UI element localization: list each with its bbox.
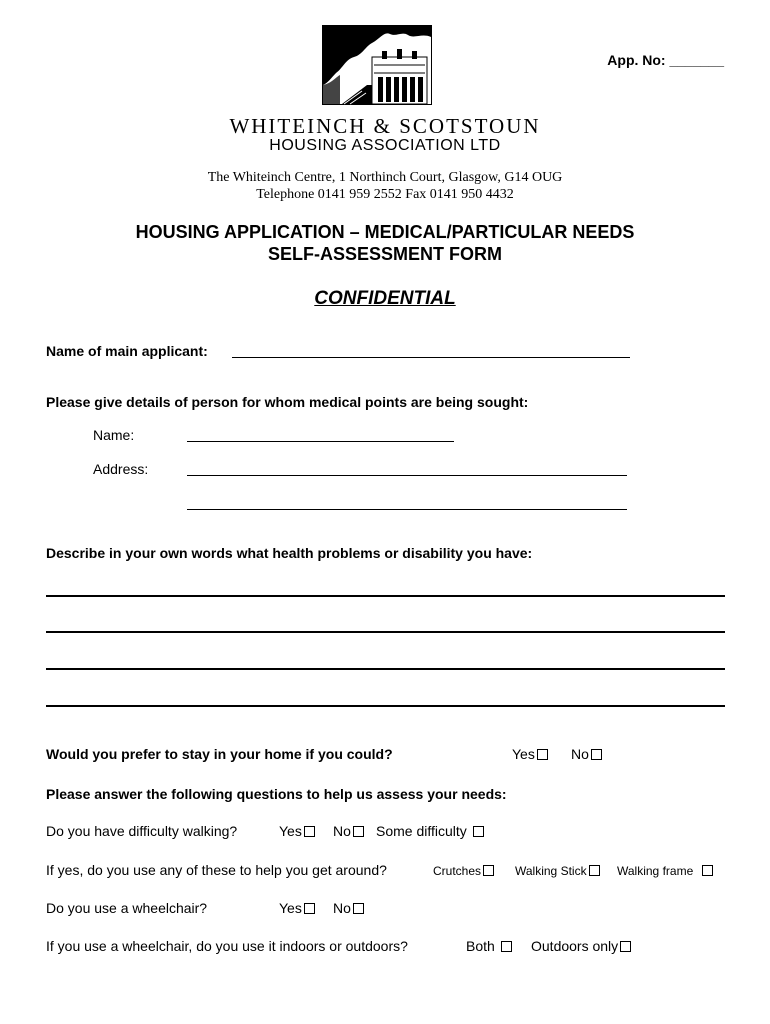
outdoors-only-checkbox[interactable] bbox=[620, 941, 631, 952]
yes-label: Yes bbox=[279, 900, 302, 916]
wheelchair-where-question: If you use a wheelchair, do you use it indoors or outdoors? bbox=[46, 938, 408, 954]
walking-some-difficulty-checkbox[interactable] bbox=[473, 826, 484, 837]
confidential-heading: CONFIDENTIAL bbox=[314, 288, 456, 309]
address-field-line2[interactable] bbox=[187, 495, 627, 510]
walking-frame-checkbox[interactable] bbox=[702, 865, 713, 876]
walking-question: Do you have difficulty walking? bbox=[46, 823, 238, 839]
telephone-line: Telephone 0141 959 2552 Fax 0141 950 4432 bbox=[256, 187, 514, 202]
answer-heading: Please answer the following questions to help us assess your needs: bbox=[46, 786, 507, 802]
yes-label: Yes bbox=[512, 746, 535, 762]
crutches-checkbox[interactable] bbox=[483, 865, 494, 876]
walking-stick-checkbox[interactable] bbox=[589, 865, 600, 876]
housing-association-logo bbox=[322, 25, 432, 105]
walking-stick-option[interactable] bbox=[515, 864, 600, 878]
stay-question: Would you prefer to stay in your home if you could? bbox=[46, 746, 393, 762]
get-around-question: If yes, do you use any of these to help you get around? bbox=[46, 862, 387, 878]
address-line: The Whiteinch Centre, 1 Northinch Court, Glasgow, G14 OUG bbox=[207, 170, 563, 185]
health-problems-line-3[interactable] bbox=[46, 668, 725, 670]
name-field[interactable] bbox=[187, 427, 454, 442]
wheelchair-yes-option[interactable] bbox=[279, 900, 315, 916]
wheelchair-no-checkbox[interactable] bbox=[353, 903, 364, 914]
walking-no-option[interactable] bbox=[333, 823, 364, 839]
walking-yes-checkbox[interactable] bbox=[304, 826, 315, 837]
stay-no-checkbox[interactable] bbox=[591, 749, 602, 760]
form-title-line2: SELF-ASSESSMENT FORM bbox=[267, 244, 502, 264]
walking-yes-option[interactable] bbox=[279, 823, 315, 839]
no-label: No bbox=[571, 746, 589, 762]
no-label: No bbox=[333, 900, 351, 916]
walking-frame-label: Walking frame bbox=[617, 864, 694, 878]
stay-no-option[interactable] bbox=[571, 746, 602, 762]
walking-stick-label: Walking Stick bbox=[515, 864, 587, 878]
address-label: Address: bbox=[93, 461, 149, 477]
health-problems-line-2[interactable] bbox=[46, 631, 725, 633]
crutches-option[interactable] bbox=[433, 864, 494, 878]
describe-heading: Describe in your own words what health problems or disability you have: bbox=[46, 545, 533, 561]
main-applicant-field[interactable] bbox=[232, 343, 630, 358]
organisation-address bbox=[0, 169, 770, 203]
wheelchair-yes-checkbox[interactable] bbox=[304, 903, 315, 914]
no-label: No bbox=[333, 823, 351, 839]
details-heading: Please give details of person for whom medical points are being sought: bbox=[46, 394, 529, 410]
address-field-line1[interactable] bbox=[187, 461, 627, 476]
stay-yes-option[interactable] bbox=[512, 746, 548, 762]
application-number[interactable]: App. No: _______ bbox=[607, 52, 724, 68]
name-label: Name: bbox=[93, 427, 135, 443]
wheelchair-question: Do you use a wheelchair? bbox=[46, 900, 208, 916]
outdoors-only-label: Outdoors only bbox=[531, 938, 619, 954]
crutches-label: Crutches bbox=[433, 864, 482, 878]
organisation-name: WHITEINCH & SCOTSTOUN bbox=[229, 114, 541, 138]
both-option[interactable] bbox=[466, 938, 512, 954]
stay-yes-checkbox[interactable] bbox=[537, 749, 548, 760]
form-title-line1: HOUSING APPLICATION – MEDICAL/PARTICULAR NEEDS bbox=[135, 222, 635, 242]
wheelchair-no-option[interactable] bbox=[333, 900, 364, 916]
yes-label: Yes bbox=[279, 823, 302, 839]
health-problems-line-4[interactable] bbox=[46, 705, 725, 707]
walking-some-difficulty-option[interactable] bbox=[376, 823, 484, 839]
both-checkbox[interactable] bbox=[501, 941, 512, 952]
both-label: Both bbox=[466, 938, 495, 954]
main-applicant-label: Name of main applicant: bbox=[46, 343, 208, 359]
outdoors-only-option[interactable] bbox=[531, 938, 631, 954]
health-problems-line-1[interactable] bbox=[46, 595, 725, 597]
walking-frame-option[interactable] bbox=[617, 864, 713, 878]
some-difficulty-label: Some difficulty bbox=[376, 823, 467, 839]
walking-no-checkbox[interactable] bbox=[353, 826, 364, 837]
form-title bbox=[0, 221, 770, 265]
organisation-subtitle: HOUSING ASSOCIATION LTD bbox=[269, 137, 501, 154]
